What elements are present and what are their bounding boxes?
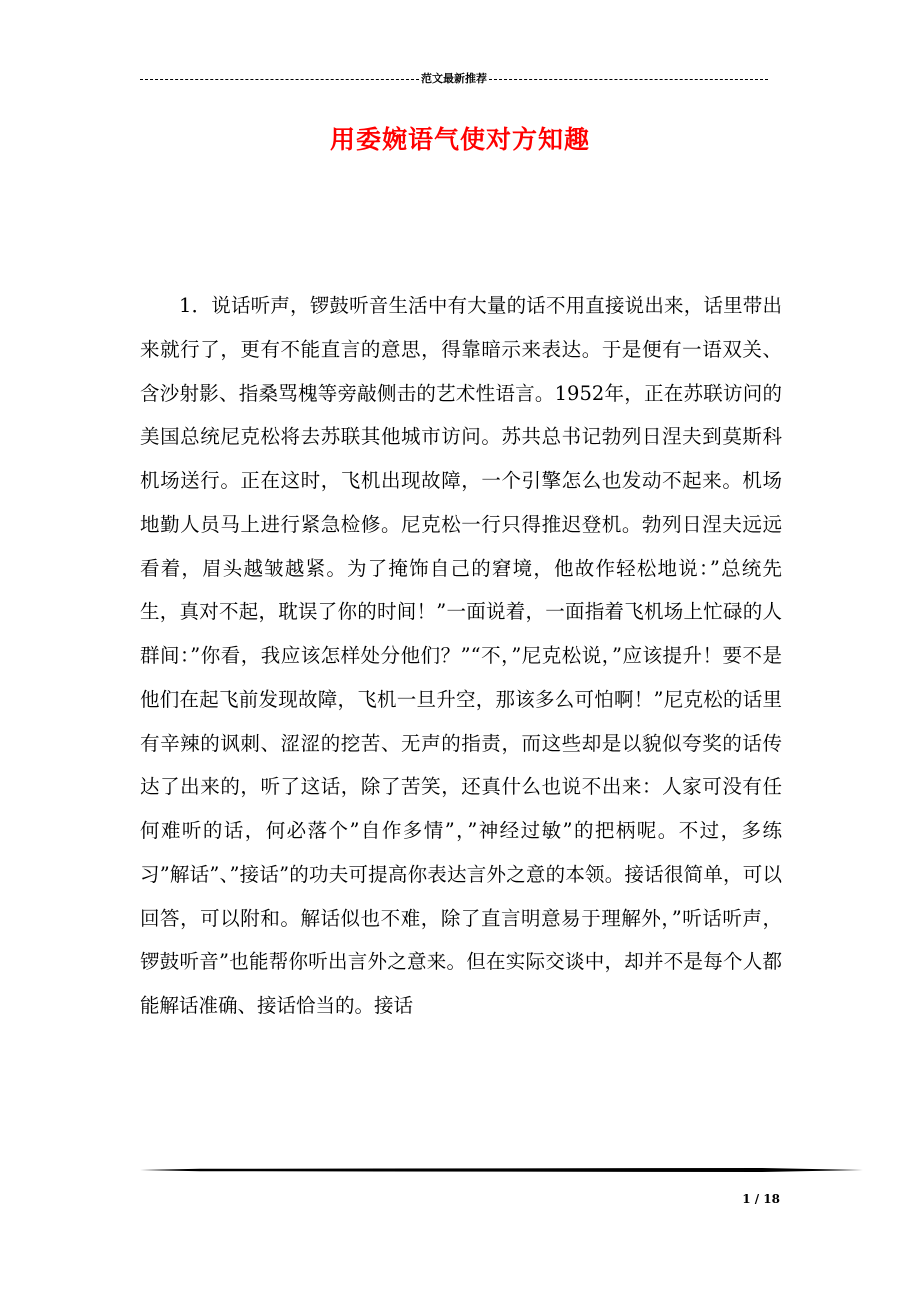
body-paragraph: 1．说话听声，锣鼓听音生活中有大量的话不用直接说出来，话里带出来就行了，更有不能直言的意思，得靠暗示来表达。于是便有一语双关、含沙射影、指桑骂槐等旁敲侧击的艺术性语言。1952年，正在苏联访问的美国总统尼克松将去苏联其他城市访问。苏共总书记勃列日涅夫到莫斯科机场送行。正在这时，飞机出现故障，一个引擎怎么也发动不起来。机场地勤人员马上进行紧急检修。尼克松一行只得推迟登机。勃列日涅夫远远看着，眉头越皱越紧。为了掩饰自己的窘境，他故作轻松地说：”总统先生，真对不起，耽误了你的时间！”一面说着，一面指着飞机场上忙碌的人群间：”你看，我应该怎样处分他们？”“不，”尼克松说，”应该提升！要不是他们在起飞前发现故障，飞机一旦升空，那该多么可怕啊！”尼克松的话里有辛辣的讽刺、涩涩的挖苦、无声的指责，而这些却是以貌似夸奖的话传达了出来的，听了这话，除了苦笑，还真什么也说不出来：人家可没有任何难听的话，何必落个”自作多情”，”神经过敏”的把柄呢。不过，多练习”解话”、”接话”的功夫可提高你表达言外之意的本领。接话很简单，可以回答，可以附和。解话似也不难，除了直言明意易于理解外，”听话听声，锣鼓听音”也能帮你听出言外之意来。但在实际交谈中，却并不是每个人都能解话准确、接话恰当的。接话 [140,294,782,1017]
header-dash-right [489,79,768,80]
header-dash-left [140,79,419,80]
footer-rule-shape [140,1168,863,1172]
header-label: 范文最新推荐 [421,72,487,85]
document-title: 用委婉语气使对方知趣 [329,125,590,154]
footer-rule [140,1168,863,1172]
page-number: 1 / 18 [742,1192,780,1206]
page-header [140,68,768,88]
